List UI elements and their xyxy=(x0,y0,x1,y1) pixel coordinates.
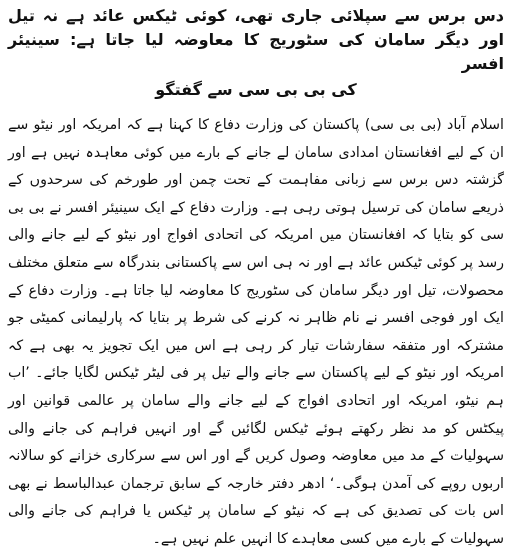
article-body: اسلام آباد (بی بی سی) پاکستان کی وزارت دفاع کا کہنا ہے کہ امریکہ اور نیٹو سے ان کے لیے افغانستان امدادی سامان لے جانے کے بارے میں کوئی معاہدہ نہیں ہے اور گزشتہ دس برس سے زبانی مفاہمت کے تحت چمن اور طورخم کی سرحدوں کے ذریعے سامان کی ترسیل ہوتی رہی ہے۔ وزارت دفاع کے ایک سینیئر افسر نے بی بی سی کو بتایا کہ افغانستان میں امریکہ کی اتحادی افواج اور نیٹو کے لیے جانے والی رسد پر کوئی ٹیکس عائد ہے اور نہ ہی اس سے پاکستانی بندرگاہ سے متعلق مختلف محصولات، تیل اور دیگر سامان کی سٹوریج کا معاوضہ لیا جاتا ہے۔ وزارت دفاع کے ایک اور فوجی افسر نے نام ظاہر نہ کرنے کی شرط پر بتایا کہ پارلیمانی کمیٹی جو مشترکہ اور متفقہ سفارشات تیار کر رہی ہے اس میں ایک تجویز یہ بھی ہے کہ امریکہ اور نیٹو کے لیے پاکستان سے جانے والے تیل پر فی لیٹر ٹیکس لگایا جائے۔ ’اب ہم نیٹو، امریکہ اور اتحادی افواج کے لیے جانے والے سامان پر عالمی قوانین اور پیکٹس کو مد نظر رکھتے ہوئے ٹیکس لگائیں گے اور انہیں فراہم کی جانے والی سہولیات کے مد میں معاوضہ وصول کریں گے اور اس سے سرکاری خزانے کو سالانہ اربوں روپے کی آمدن ہوگی۔‘ ادھر دفتر خارجہ کے سابق ترجمان عبدالباسط نے بھی اس بات کی تصدیق کی ہے کہ نیٹو کے سامان پر ٹیکس یا فراہم کی جانے والی سہولیات کے بارے میں کسی معاہدے کا انہیں علم نہیں ہے۔ xyxy=(8,117,504,547)
article-byline: کی بی بی سی سے گفتگو xyxy=(155,80,357,99)
article-headline: دس برس سے سپلائی جاری تھی، کوئی ٹیکس عائد ہے نہ تیل اور دیگر سامان کی سٹوریج کا معاوضہ لیا جاتا ہے: سینیئر افسر xyxy=(8,6,504,73)
